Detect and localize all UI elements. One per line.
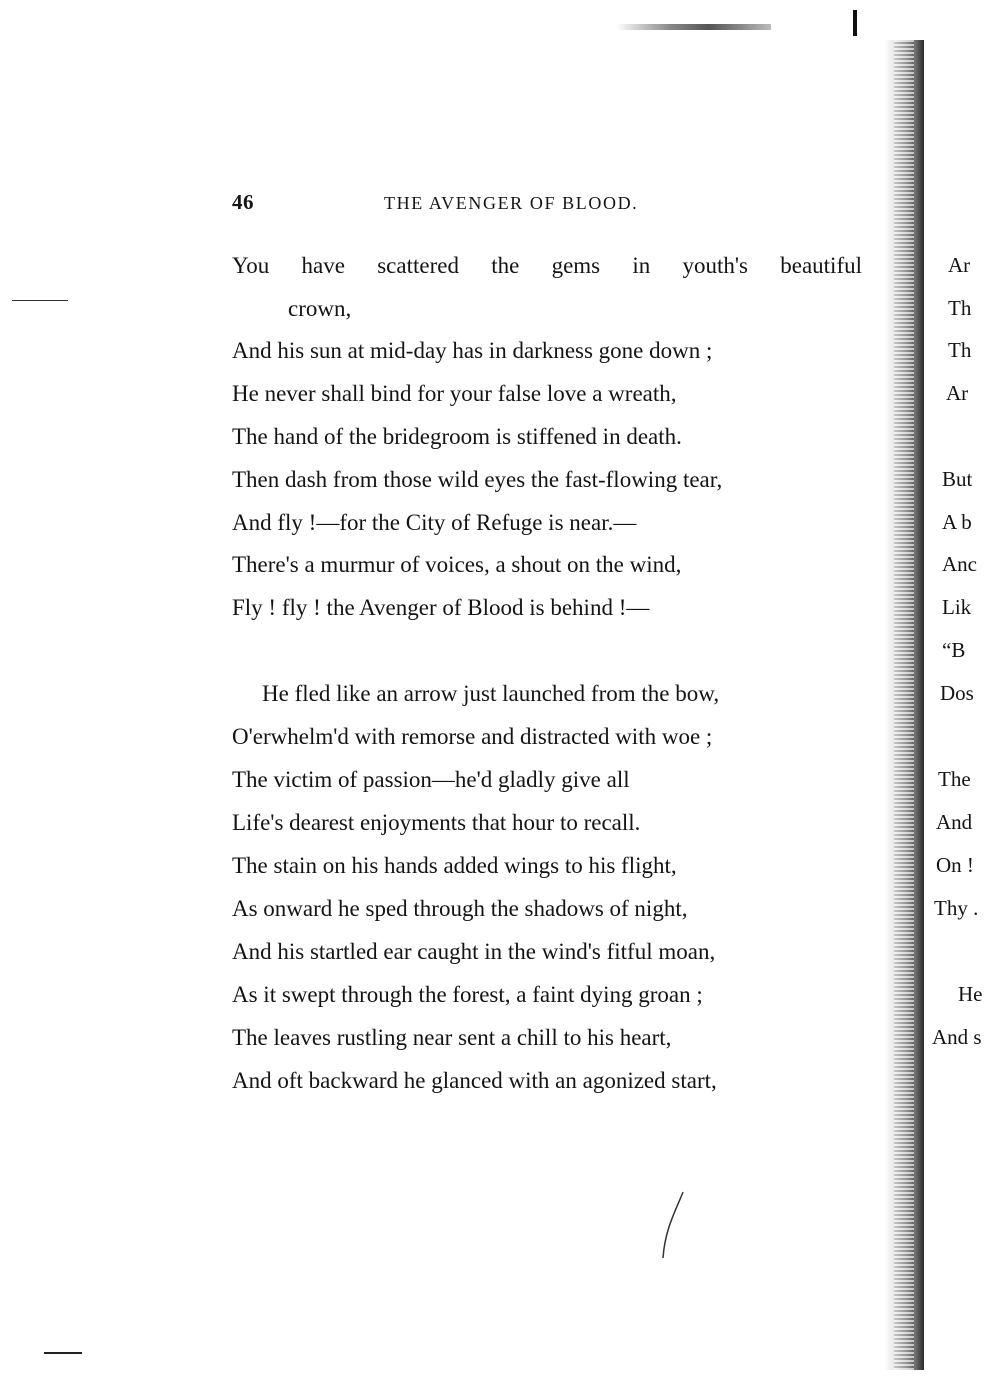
poem-line: crown,: [288, 296, 352, 321]
poem-line: There's a murmur of voices, a shout on the wind,: [232, 552, 682, 577]
facing-line-fragment: “B: [942, 638, 966, 662]
facing-line-fragment: Th: [948, 338, 972, 362]
facing-line-fragment: Dos: [940, 681, 974, 705]
facing-line-fragment: Lik: [942, 595, 972, 619]
facing-line-fragment: And: [936, 810, 973, 834]
binding-gutter-texture: [894, 40, 914, 1370]
facing-line-fragment: But: [942, 467, 973, 491]
poem-line: And fly !—for the City of Refuge is near.—: [232, 510, 637, 535]
facing-line-fragment: Ar: [946, 381, 969, 405]
poem-line: Fly ! fly ! the Avenger of Blood is behind !—: [232, 595, 650, 620]
facing-line-fragment: Anc: [942, 552, 977, 576]
facing-page-edge: [930, 0, 1000, 1390]
poem-line: Then dash from those wild eyes the fast-flowing tear,: [232, 467, 723, 492]
poem-line: The hand of the bridegroom is stiffened in death.: [232, 424, 682, 449]
poem-line: Life's dearest enjoyments that hour to recall.: [232, 810, 641, 835]
poem-line: He never shall bind for your false love a wreath,: [232, 381, 677, 406]
poem-line: And his startled ear caught in the wind's fitful moan,: [232, 939, 716, 964]
poem-line: You have scattered the gems in youth's beautiful: [232, 253, 862, 278]
poem-line: The leaves rustling near sent a chill to his heart,: [232, 1025, 672, 1050]
poem-line: And oft backward he glanced with an agonized start,: [232, 1068, 717, 1093]
facing-line-fragment: The: [938, 767, 971, 791]
poem-line: As it swept through the forest, a faint dying groan ;: [232, 982, 703, 1007]
facing-line-fragment: A b: [942, 510, 972, 534]
poem-line: The victim of passion—he'd gladly give all: [232, 767, 630, 792]
poem-line: The stain on his hands added wings to his flight,: [232, 853, 677, 878]
facing-line-fragment: And s: [932, 1025, 982, 1049]
poem-line: And his sun at mid-day has in darkness gone down ;: [232, 338, 713, 363]
facing-line-fragment: Th: [948, 296, 972, 320]
running-title: THE AVENGER OF BLOOD.: [384, 193, 639, 213]
poem-line: He fled like an arrow just launched from the bow,: [262, 681, 720, 706]
poem-line: As onward he sped through the shadows of night,: [232, 896, 688, 921]
facing-line-fragment: Thy .: [934, 896, 979, 920]
facing-line-fragment: Ar: [948, 253, 971, 277]
facing-line-fragment: He: [958, 982, 983, 1006]
page-number: 46: [232, 190, 254, 214]
poem-line: O'erwhelm'd with remorse and distracted with woe ;: [232, 724, 713, 749]
facing-line-fragment: On !: [936, 853, 974, 877]
